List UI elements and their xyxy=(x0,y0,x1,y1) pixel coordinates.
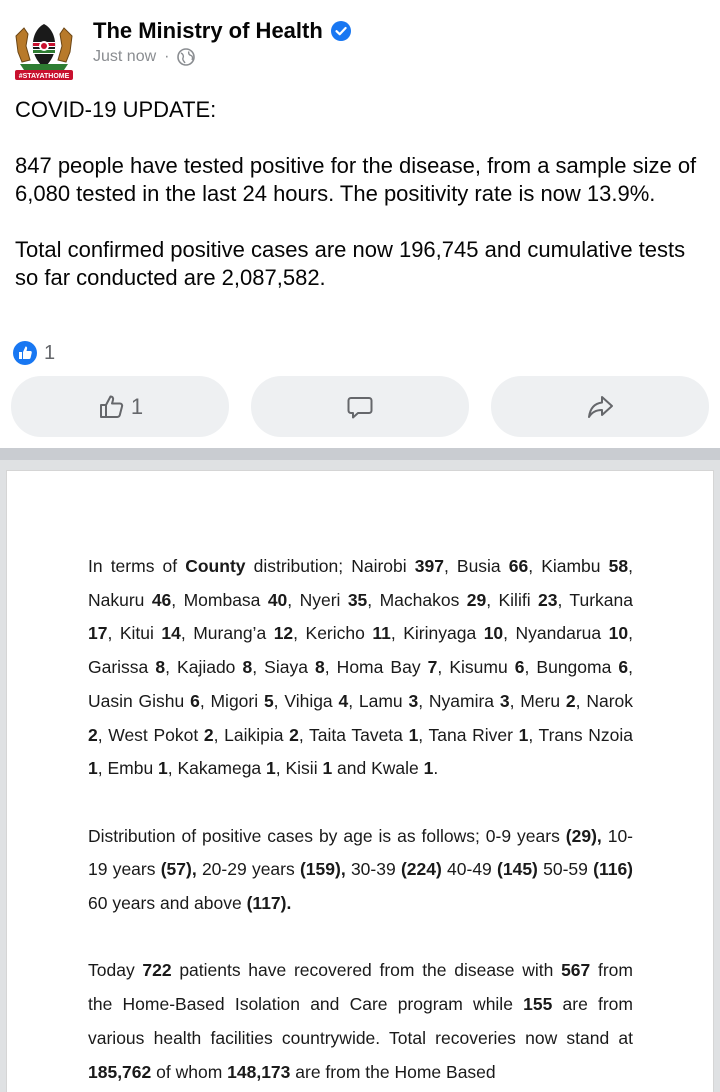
bold-value: 14 xyxy=(161,623,181,644)
bold-value: 66 xyxy=(508,556,529,576)
text-run: , Kitui xyxy=(107,623,162,644)
reactions-summary[interactable] xyxy=(12,340,55,366)
bold-value: 155 xyxy=(523,994,553,1015)
county-distribution-paragraph xyxy=(88,550,633,786)
text-run: , Nyamira xyxy=(418,690,500,711)
text-run: , Lamu xyxy=(348,690,409,711)
bold-value: 1 xyxy=(158,758,168,779)
reaction-count: 1 xyxy=(44,341,56,364)
globe-icon xyxy=(177,48,195,66)
text-run: , Taita Taveta xyxy=(298,724,409,745)
text-run: and Kwale xyxy=(332,758,424,779)
bold-value: 185,762 xyxy=(88,1061,152,1082)
bold-value: 3 xyxy=(499,690,510,711)
text-run: , Trans Nzoia xyxy=(528,724,634,745)
coat-of-arms-logo xyxy=(10,16,78,84)
bold-value: 1 xyxy=(423,758,434,779)
text-run: , Kisii xyxy=(275,758,323,779)
like-count: 1 xyxy=(130,393,144,419)
bold-value: 12 xyxy=(273,623,294,644)
bold-value: County xyxy=(185,556,246,576)
page-name-row xyxy=(93,18,351,44)
thumbs-up-icon xyxy=(97,392,127,422)
bold-value: 2 xyxy=(203,724,214,745)
text-run: , Kajiado xyxy=(165,657,243,678)
bold-value: 7 xyxy=(427,657,438,678)
text-run: , Garissa xyxy=(88,623,633,678)
bold-value: 1 xyxy=(322,758,333,779)
page-name[interactable]: The Ministry of Health xyxy=(93,18,323,43)
bold-value: 1 xyxy=(266,758,276,779)
bold-value: 1 xyxy=(408,724,419,745)
text-run: 20-29 years xyxy=(196,859,300,880)
bold-value: 8 xyxy=(315,657,325,678)
text-run: patients have recovered from the disease with xyxy=(171,960,562,981)
post-paragraph: 847 people have tested positive for the disease, from a sample size of 6,080 tested in the last 24 hours. The positivity rate is now 13.9%. xyxy=(15,153,697,206)
text-run: Distribution of positive cases by age is as follows; 0-9 years xyxy=(88,825,566,846)
text-run: , Kiambu xyxy=(528,556,609,576)
recoveries-paragraph xyxy=(88,954,633,1089)
meta-separator: · xyxy=(164,48,170,65)
text-run: , Nyandarua xyxy=(503,623,609,644)
text-run: , Narok xyxy=(575,690,634,711)
text-run: , Siaya xyxy=(252,657,316,678)
text-run: are from the Home Based xyxy=(290,1061,496,1082)
bold-value: 6 xyxy=(190,690,200,711)
text-run: Today xyxy=(88,960,143,981)
text-run: , West Pokot xyxy=(97,724,204,745)
bold-value: 1 xyxy=(518,724,529,745)
bold-value: 2 xyxy=(88,724,98,745)
bold-value: 29 xyxy=(466,589,487,610)
bold-value: 11 xyxy=(372,623,391,644)
bold-value: 397 xyxy=(414,556,444,576)
text-run: , Meru xyxy=(509,690,566,711)
post-meta xyxy=(93,48,195,66)
bold-value: 722 xyxy=(142,960,172,981)
text-run: , Busia xyxy=(443,556,509,576)
bold-value: (145) xyxy=(497,859,538,880)
verified-badge-icon xyxy=(331,21,351,41)
bold-value: 6 xyxy=(514,657,525,678)
bold-value: 5 xyxy=(263,690,274,711)
bold-value: 2 xyxy=(289,724,299,745)
bold-value: 1 xyxy=(88,758,98,779)
comment-icon xyxy=(345,392,375,422)
post-timestamp[interactable]: Just now xyxy=(93,48,157,65)
text-run: of whom xyxy=(151,1061,228,1082)
bold-value: 35 xyxy=(347,589,368,610)
text-run: , Embu xyxy=(97,758,159,779)
post-header xyxy=(0,0,720,90)
like-reaction-icon xyxy=(12,340,38,366)
bold-value: (117). xyxy=(246,893,292,914)
bold-value: (29), xyxy=(565,825,602,846)
text-run: are from various health facilities countrywide. Total recoveries now stand at xyxy=(88,994,633,1048)
bold-value: 58 xyxy=(608,556,629,576)
text-run: , Laikipia xyxy=(213,724,290,745)
text-run: , Kilifi xyxy=(486,589,538,610)
text-run: , Nyeri xyxy=(287,589,348,610)
bold-value: 17 xyxy=(88,623,108,644)
text-run: , Kirinyaga xyxy=(390,623,484,644)
text-run: , Vihiga xyxy=(273,690,339,711)
post-paragraph: Total confirmed positive cases are now 196,745 and cumulative tests so far conducted are 2,087,582. xyxy=(15,237,686,290)
share-icon xyxy=(585,392,615,422)
avatar-banner-text: #STAYATHOME xyxy=(18,73,70,80)
page-avatar[interactable] xyxy=(10,16,78,84)
text-run: 10-19 years xyxy=(88,825,634,880)
post-body xyxy=(15,96,705,320)
bold-value: 2 xyxy=(565,690,576,711)
text-run: 40-49 xyxy=(441,859,498,880)
bold-value: 8 xyxy=(242,657,253,678)
text-run: , Nakuru xyxy=(88,556,633,610)
bold-value: 10 xyxy=(608,623,629,644)
text-run: , Migori xyxy=(199,690,264,711)
text-run: 60 years and above xyxy=(88,893,247,914)
like-button[interactable] xyxy=(11,376,229,437)
bold-value: 10 xyxy=(483,623,504,644)
text-run: , Bungoma xyxy=(524,657,619,678)
text-run: , Uasin Gishu xyxy=(88,657,634,711)
text-run: , Murang’a xyxy=(180,623,274,644)
bold-value: (116) xyxy=(593,859,634,880)
bold-value: 40 xyxy=(267,589,288,610)
bold-value: 23 xyxy=(538,589,558,610)
text-run: , Kericho xyxy=(293,623,373,644)
bold-value: 567 xyxy=(561,960,591,981)
text-run: , Kisumu xyxy=(437,657,515,678)
comment-button[interactable] xyxy=(251,376,469,437)
text-run: from the Home-Based Isolation and Care program while xyxy=(88,960,633,1015)
bold-value: (57), xyxy=(160,859,197,880)
text-run: , Tana River xyxy=(418,724,519,745)
text-run: 50-59 xyxy=(537,859,594,880)
text-run: , Mombasa xyxy=(171,589,268,610)
bold-value: 4 xyxy=(338,690,349,711)
text-run: distribution; Nairobi xyxy=(245,556,415,576)
text-run: , Machakos xyxy=(367,589,467,610)
text-run: , Kakamega xyxy=(167,758,267,779)
text-run: , Homa Bay xyxy=(324,657,428,678)
action-bar xyxy=(11,376,709,437)
text-run: 30-39 xyxy=(345,859,401,880)
bold-value: 46 xyxy=(151,589,172,610)
document-text xyxy=(88,550,633,1092)
share-button[interactable] xyxy=(491,376,709,437)
bold-value: (159), xyxy=(299,859,346,880)
text-run: In terms of xyxy=(88,556,186,576)
bold-value: 8 xyxy=(155,657,166,678)
bold-value: 148,173 xyxy=(227,1061,291,1082)
text-run: , Turkana xyxy=(557,589,633,610)
bold-value: 3 xyxy=(408,690,419,711)
post-paragraph: COVID-19 UPDATE: xyxy=(15,97,217,122)
bold-value: (224) xyxy=(400,859,442,880)
age-distribution-paragraph xyxy=(88,820,633,921)
text-run: . xyxy=(433,758,439,779)
section-divider xyxy=(0,448,720,460)
bold-value: 6 xyxy=(618,657,629,678)
